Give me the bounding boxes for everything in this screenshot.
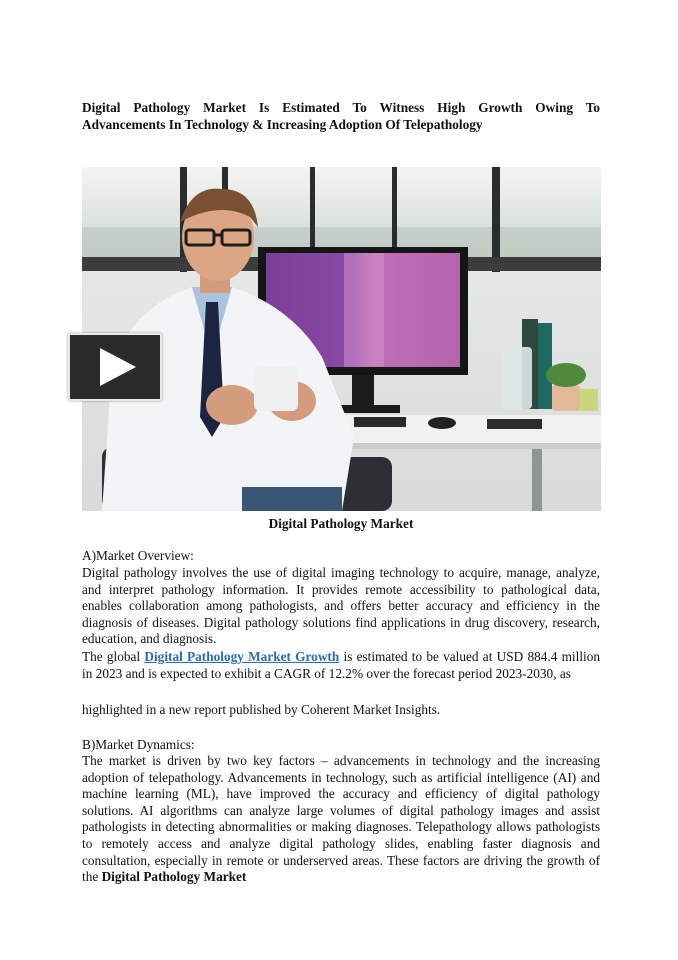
title-line-1: Digital Pathology Market Is Estimated To Witness High Growth Owing To bbox=[82, 100, 600, 115]
digital-pathology-market-growth-link[interactable]: Digital Pathology Market Growth bbox=[144, 649, 340, 664]
market-value-text: is estimated to be valued at USD 884.4 million in 2023 and is expected to exhibit a CAGR of 12.2% over the forecast period 2023-2030, as bbox=[82, 649, 601, 681]
video-play-button[interactable] bbox=[68, 333, 162, 401]
market-dynamics-text: The market is driven by two key factors – advancements in technology and the increasing adoption of telepathology. Advancements in technology, such as artificial intelligence (AI) and machine learning (ML), have improved the accuracy and efficiency of digital pathology solutions. AI algorithms can analyze large volumes of digital pathology images and assist pathologists in detecting abnormalities or making diagnoses. Telepathology allows pathologists to remotely access and analyze digital pathology slides, enabling faster diagnosis and consultation, especially in remote or underserved areas. These factors are driving the growth of the bbox=[82, 753, 600, 885]
document-title bbox=[82, 99, 600, 133]
section-b-paragraph bbox=[82, 753, 600, 886]
section-a-source-line: highlighted in a new report published by Coherent Market Insights. bbox=[82, 702, 441, 717]
section-b-heading: B)Market Dynamics: bbox=[82, 737, 195, 752]
market-value-prefix: The global bbox=[82, 649, 145, 664]
market-name-bold: Digital Pathology Market bbox=[101, 869, 247, 885]
play-icon bbox=[100, 348, 136, 386]
figure-caption: Digital Pathology Market bbox=[268, 516, 414, 531]
section-a-market-value-paragraph bbox=[82, 649, 600, 682]
title-line-2: Advancements In Technology & Increasing Adoption Of Telepathology bbox=[82, 117, 483, 132]
section-a-paragraph: Digital pathology involves the use of digital imaging technology to acquire, manage, analyze, and interpret pathology information. It provides remote accessibility to pathological data, enables collaboration among pathologists, and offers better accuracy and efficiency in the diagnosis of diseases. Digital pathology solutions find applications in drug discovery, research, education, and diagnosis. bbox=[82, 565, 600, 647]
section-a-heading: A)Market Overview: bbox=[82, 548, 194, 563]
